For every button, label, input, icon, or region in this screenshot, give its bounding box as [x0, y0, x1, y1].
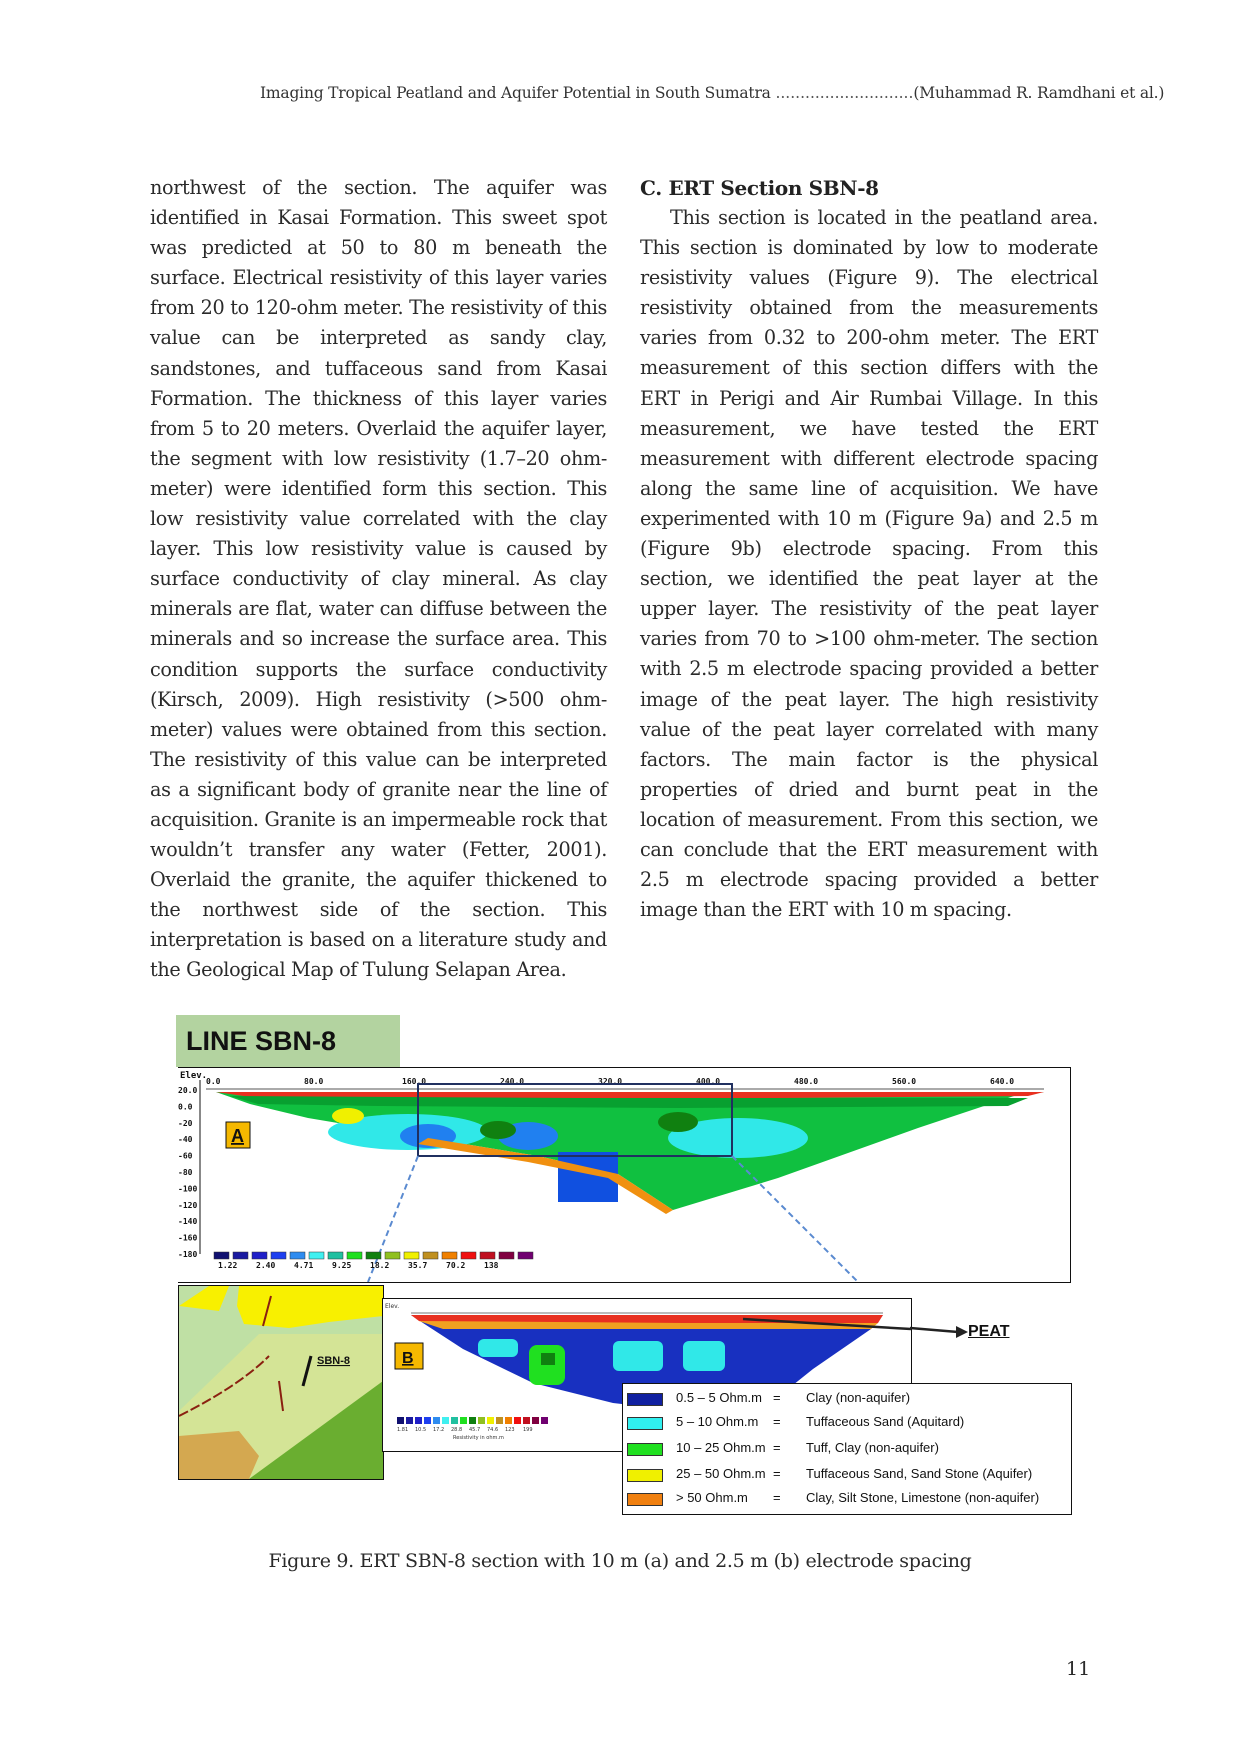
y-tick-label: -100	[178, 1184, 198, 1194]
legend-equals: =	[773, 1390, 781, 1405]
map-label: SBN-8	[317, 1355, 351, 1367]
scale-swatch	[433, 1417, 440, 1424]
scale-swatch	[328, 1252, 343, 1259]
scale-label: 4.71	[294, 1261, 314, 1270]
right-column	[640, 173, 1098, 925]
scale-swatch	[469, 1417, 476, 1424]
scale-label: 17.2	[433, 1427, 445, 1433]
location-map-graphic	[179, 1286, 383, 1479]
scale-swatch	[290, 1252, 305, 1259]
scale-swatch	[366, 1252, 381, 1259]
legend-swatch	[627, 1443, 663, 1456]
section-a-scale-labels	[218, 1261, 499, 1270]
scale-swatch	[415, 1417, 422, 1424]
scale-label: 28.8	[451, 1427, 463, 1433]
legend-range: 0.5 – 5 Ohm.m	[676, 1390, 762, 1405]
scale-swatch	[423, 1252, 438, 1259]
left-column	[150, 173, 607, 986]
running-header	[260, 84, 1165, 102]
figure-title: LINE SBN-8	[176, 1015, 400, 1067]
legend-description: Tuffaceous Sand, Sand Stone (Aquifer)	[806, 1466, 1033, 1481]
x-tick-label: 240.0	[500, 1077, 525, 1086]
peat-arrow	[910, 1323, 970, 1343]
scale-swatch	[518, 1252, 533, 1259]
scale-swatch	[252, 1252, 267, 1259]
section-a-y-ticks	[178, 1086, 197, 1259]
x-tick-label: 320.0	[598, 1077, 623, 1086]
scale-swatch	[499, 1252, 514, 1259]
legend-swatch	[627, 1393, 663, 1406]
y-tick-label: -140	[178, 1217, 198, 1227]
scale-label: 74.6	[487, 1427, 499, 1433]
scale-swatch	[505, 1417, 512, 1424]
section-b-elev-label: Elev.	[385, 1303, 400, 1310]
peat-arrow-head	[956, 1326, 968, 1338]
scale-swatch	[514, 1417, 521, 1424]
figure-caption: Figure 9. ERT SBN-8 section with 10 m (a) and 2.5 m (b) electrode spacing	[268, 1550, 972, 1572]
scale-label: 10.5	[415, 1427, 427, 1433]
scale-swatch	[442, 1252, 457, 1259]
scale-label: 70.2	[446, 1261, 466, 1270]
scale-swatch	[451, 1417, 458, 1424]
scale-swatch	[424, 1417, 431, 1424]
y-tick-label: -120	[178, 1200, 198, 1210]
scale-label: 18.2	[370, 1261, 390, 1270]
legend-swatch	[627, 1493, 663, 1506]
figure-9	[176, 1015, 1076, 1515]
x-tick-label: 560.0	[892, 1077, 917, 1086]
section-b-label: B	[402, 1350, 414, 1367]
legend-equals: =	[773, 1414, 781, 1429]
section-a-anomaly	[658, 1112, 698, 1132]
header-authors: (Muhammad R. Ramdhani et al.)	[913, 84, 1165, 102]
right-paragraph: This section is located in the peatland area. This section is dominated by low to moderate resistivity values (Figure 9). The electrical resistivity obtained from the measurements varies from 0.32 to 200-ohm meter. The ERT measurement of this section differs with the ERT in Perigi and Air Rumbai Village. In this measurement, we have tested the ERT measurement with different electrode spacing along the same line of acquisition. We have experimented with 10 m (Figure 9a) and 2.5 m (Figure 9b) electrode spacing. From this section, we identified the peat layer at the upper layer. The resistivity of the peat layer varies from 70 to >100 ohm-meter. The section with 2.5 m electrode spacing provided a better image of the peat layer. The high resistivity value of the peat layer correlated with many factors. The main factor is the physical properties of dried and burnt peat in the location of measurement. From this section, we can conclude that the ERT measurement with 2.5 m electrode spacing provided a better image than the ERT with 10 m spacing.	[640, 206, 1098, 922]
legend-swatch	[627, 1417, 663, 1430]
legend-swatch	[627, 1469, 663, 1482]
legend-row	[623, 1466, 1071, 1488]
legend-equals: =	[773, 1490, 781, 1505]
section-b-color-scale	[397, 1417, 548, 1424]
peat-arrow-shaft	[910, 1328, 958, 1332]
scale-swatch	[478, 1417, 485, 1424]
scale-label: 123	[505, 1427, 515, 1433]
section-b-anomaly	[683, 1341, 725, 1371]
x-tick-label: 640.0	[990, 1077, 1015, 1086]
x-tick-label: 80.0	[304, 1077, 324, 1086]
section-b-anomaly	[541, 1353, 555, 1365]
scale-swatch	[309, 1252, 324, 1259]
scale-swatch	[541, 1417, 548, 1424]
legend-description: Clay (non-aquifer)	[806, 1390, 911, 1405]
y-tick-label: -40	[178, 1135, 193, 1145]
legend-row	[623, 1390, 1071, 1412]
peat-label: PEAT	[968, 1323, 1010, 1340]
legend-equals: =	[773, 1440, 781, 1455]
legend-row	[623, 1414, 1071, 1436]
header-title: Imaging Tropical Peatland and Aquifer Potential in South Sumatra	[260, 84, 771, 102]
legend-description: Tuffaceous Sand (Aquitard)	[806, 1414, 965, 1429]
scale-label: 1.81	[397, 1427, 409, 1433]
legend-range: 25 – 50 Ohm.m	[676, 1466, 766, 1481]
y-tick-label: -20	[178, 1118, 193, 1128]
location-map	[178, 1285, 384, 1480]
scale-label: 45.7	[469, 1427, 481, 1433]
scale-swatch	[214, 1252, 229, 1259]
y-tick-label: 20.0	[178, 1086, 198, 1095]
legend-row	[623, 1440, 1071, 1462]
y-tick-label: -180	[178, 1250, 198, 1259]
x-tick-label: 160.0	[402, 1077, 427, 1086]
section-a-anomaly	[332, 1108, 364, 1124]
scale-label: 1.22	[218, 1261, 238, 1270]
section-a-label: A	[231, 1126, 244, 1146]
x-tick-label: 480.0	[794, 1077, 819, 1086]
scale-label: 138	[484, 1261, 499, 1270]
scale-swatch	[496, 1417, 503, 1424]
header-dots: ............................	[775, 84, 914, 102]
ert-section-a	[178, 1067, 1071, 1283]
legend-description: Tuff, Clay (non-aquifer)	[806, 1440, 939, 1455]
section-b-scale-labels	[397, 1427, 533, 1433]
scale-label: 9.25	[332, 1261, 352, 1270]
x-tick-label: 400.0	[696, 1077, 721, 1086]
scale-swatch	[487, 1417, 494, 1424]
scale-swatch	[461, 1252, 476, 1259]
scale-swatch	[406, 1417, 413, 1424]
x-tick-label: 0.0	[206, 1077, 221, 1086]
scale-swatch	[404, 1252, 419, 1259]
legend-row	[623, 1490, 1071, 1512]
scale-swatch	[532, 1417, 539, 1424]
section-a-plot	[178, 1068, 1070, 1282]
scale-swatch	[397, 1417, 404, 1424]
interpretation-legend	[622, 1383, 1072, 1515]
scale-label: 35.7	[408, 1261, 428, 1270]
scale-swatch	[442, 1417, 449, 1424]
scale-swatch	[347, 1252, 362, 1259]
section-a-anomaly	[480, 1121, 516, 1139]
left-paragraph: northwest of the section. The aquifer was identified in Kasai Formation. This sweet spot was predicted at 50 to 80 m beneath the surface. Electrical resistivity of this layer varies from 20 to 120-ohm meter. The resistivity of this value can be interpreted as sandy clay, sandstones, and tuffaceous sand from Kasai Formation. The thickness of this layer varies from 5 to 20 meters. Overlaid the aquifer layer, the segment with low resistivity (1.7–20 ohm-meter) were identified form this section. This low resistivity value correlated with the clay layer. This low resistivity value is caused by surface conductivity of clay mineral. As clay minerals are flat, water can diffuse between the minerals and so increase the surface area. This condition supports the surface conductivity (Kirsch, 2009). High resistivity (>500 ohm-meter) values were obtained from this section. The resistivity of this value can be interpreted as a significant body of granite near the line of acquisition. Granite is an impermeable rock that wouldn’t transfer any water (Fetter, 2001). Overlaid the granite, the aquifer thickened to the northwest side of the section. This interpretation is based on a literature study and the Geological Map of Tulung Selapan Area.	[150, 176, 607, 982]
section-b-scale-unit: Resistivity in ohm.m	[453, 1435, 504, 1441]
y-tick-label: -80	[178, 1168, 193, 1177]
scale-swatch	[480, 1252, 495, 1259]
section-a-elev-label: Elev.	[180, 1071, 208, 1081]
legend-equals: =	[773, 1466, 781, 1481]
scale-swatch	[271, 1252, 286, 1259]
y-tick-label: 0.0	[178, 1102, 193, 1112]
section-heading: C. ERT Section SBN-8	[640, 176, 879, 200]
scale-swatch	[233, 1252, 248, 1259]
legend-description: Clay, Silt Stone, Limestone (non-aquifer)	[806, 1490, 1040, 1505]
legend-range: > 50 Ohm.m	[676, 1490, 748, 1505]
page-number: 11	[1066, 1658, 1091, 1680]
y-tick-label: -160	[178, 1233, 198, 1243]
scale-swatch	[523, 1417, 530, 1424]
scale-swatch	[385, 1252, 400, 1259]
legend-range: 5 – 10 Ohm.m	[676, 1414, 759, 1429]
section-b-anomaly	[613, 1341, 663, 1371]
section-a-color-scale	[214, 1252, 533, 1259]
y-tick-label: -60	[178, 1151, 193, 1161]
scale-label: 2.40	[256, 1261, 276, 1270]
scale-label: 199	[523, 1427, 533, 1433]
scale-swatch	[460, 1417, 467, 1424]
legend-range: 10 – 25 Ohm.m	[676, 1440, 766, 1455]
section-b-anomaly	[478, 1339, 518, 1357]
